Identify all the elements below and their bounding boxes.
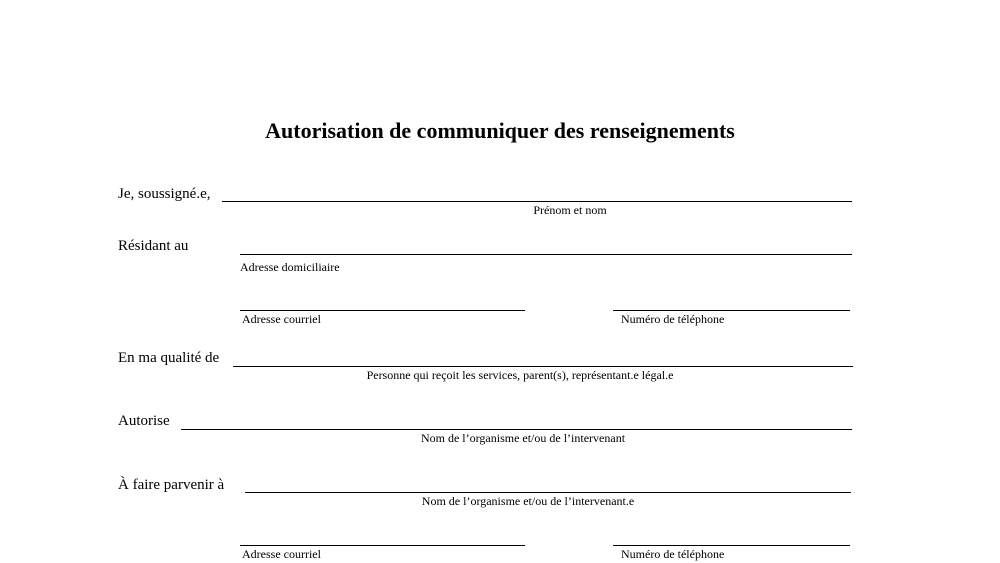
residant-label: Résidant au	[118, 238, 189, 254]
home-address-caption: Adresse domiciliaire	[240, 260, 340, 274]
home-address-line[interactable]	[240, 254, 852, 255]
email-line-2[interactable]	[240, 545, 525, 546]
autorise-caption: Nom de l’organisme et/ou de l’intervenant	[420, 431, 626, 445]
email-caption-1: Adresse courriel	[242, 312, 321, 326]
parvenir-line[interactable]	[245, 492, 851, 493]
phone-caption-2: Numéro de téléphone	[621, 547, 725, 561]
soussigne-label: Je, soussigné.e,	[118, 186, 211, 202]
soussigne-name-line[interactable]	[222, 201, 852, 202]
parvenir-caption: Nom de l’organisme et/ou de l’intervenant.e	[421, 494, 635, 508]
phone-line-2[interactable]	[613, 545, 850, 546]
soussigne-caption: Prénom et nom	[533, 203, 607, 217]
phone-line-1[interactable]	[613, 310, 850, 311]
parvenir-label: À faire parvenir à	[118, 477, 225, 493]
phone-caption-1: Numéro de téléphone	[621, 312, 725, 326]
form-title: Autorisation de communiquer des renseignements	[265, 118, 735, 143]
email-caption-2: Adresse courriel	[242, 547, 321, 561]
qualite-caption: Personne qui reçoit les services, parent(s), représentant.e légal.e	[366, 368, 674, 382]
qualite-label: En ma qualité de	[118, 350, 220, 366]
autorise-label: Autorise	[118, 413, 170, 429]
autorise-line[interactable]	[181, 429, 852, 430]
qualite-line[interactable]	[233, 366, 853, 367]
email-line-1[interactable]	[240, 310, 525, 311]
